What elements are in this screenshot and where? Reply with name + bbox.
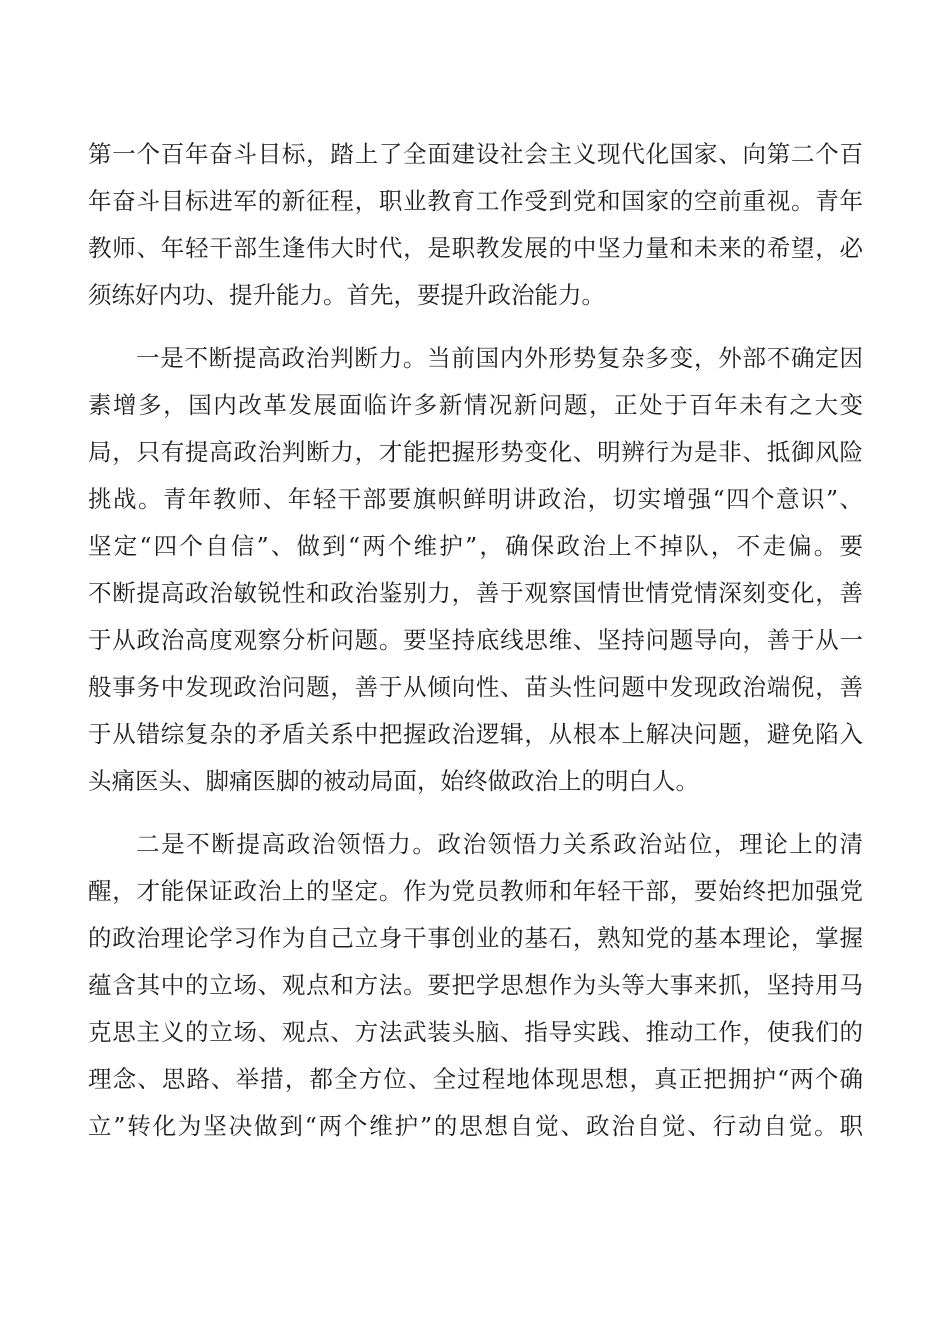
paragraph-2-line-4: 挑战。青年教师、年轻干部要旗帜鲜明讲政治，切实增强“四个意识”、 <box>88 485 863 513</box>
paragraph-3-line-2: 醒，才能保证政治上的坚定。作为党员教师和年轻干部，要始终把加强党 <box>88 877 863 905</box>
paragraph-3-line-1: 二是不断提高政治领悟力。政治领悟力关系政治站位，理论上的清 <box>136 830 863 858</box>
paragraph-2-line-9: 于从错综复杂的矛盾关系中把握政治逻辑，从根本上解决问题，避免陷入 <box>88 720 863 748</box>
paragraph-3-line-5: 克思主义的立场、观点、方法武装头脑、指导实践、推动工作，使我们的 <box>88 1018 863 1046</box>
paragraph-1-line-2: 年奋斗目标进军的新征程，职业教育工作受到党和国家的空前重视。青年 <box>88 187 863 215</box>
paragraph-2-line-2: 素增多，国内改革发展面临许多新情况新问题，正处于百年未有之大变 <box>88 391 863 419</box>
paragraph-2-line-5: 坚定“四个自信”、做到“两个维护”，确保政治上不掉队，不走偏。要 <box>88 532 863 560</box>
paragraph-2-line-6: 不断提高政治敏锐性和政治鉴别力，善于观察国情世情党情深刻变化，善 <box>88 579 863 607</box>
paragraph-1-line-3: 教师、年轻干部生逢伟大时代，是职教发展的中坚力量和未来的希望，必 <box>88 234 863 262</box>
paragraph-2-line-7: 于从政治高度观察分析问题。要坚持底线思维、坚持问题导向，善于从一 <box>88 626 863 654</box>
paragraph-2-line-10: 头痛医头、脚痛医脚的被动局面，始终做政治上的明白人。 <box>88 767 699 795</box>
paragraph-2-line-3: 局，只有提高政治判断力，才能把握形势变化、明辨行为是非、抵御风险 <box>88 438 863 466</box>
paragraph-2-line-1: 一是不断提高政治判断力。当前国内外形势复杂多变，外部不确定因 <box>136 344 863 372</box>
paragraph-3-line-6: 理念、思路、举措，都全方位、全过程地体现思想，真正把拥护“两个确 <box>88 1065 863 1093</box>
paragraph-1-line-1: 第一个百年奋斗目标，踏上了全面建设社会主义现代化国家、向第二个百 <box>88 140 863 168</box>
paragraph-3-line-3: 的政治理论学习作为自己立身干事创业的基石，熟知党的基本理论，掌握 <box>88 924 863 952</box>
paragraph-1-line-4: 须练好内功、提升能力。首先，要提升政治能力。 <box>88 281 605 309</box>
paragraph-3-line-7: 立”转化为坚决做到“两个维护”的思想自觉、政治自觉、行动自觉。职 <box>88 1112 863 1140</box>
paragraph-3-line-4: 蕴含其中的立场、观点和方法。要把学思想作为头等大事来抓，坚持用马 <box>88 971 863 999</box>
paragraph-2-line-8: 般事务中发现政治问题，善于从倾向性、苗头性问题中发现政治端倪，善 <box>88 673 863 701</box>
